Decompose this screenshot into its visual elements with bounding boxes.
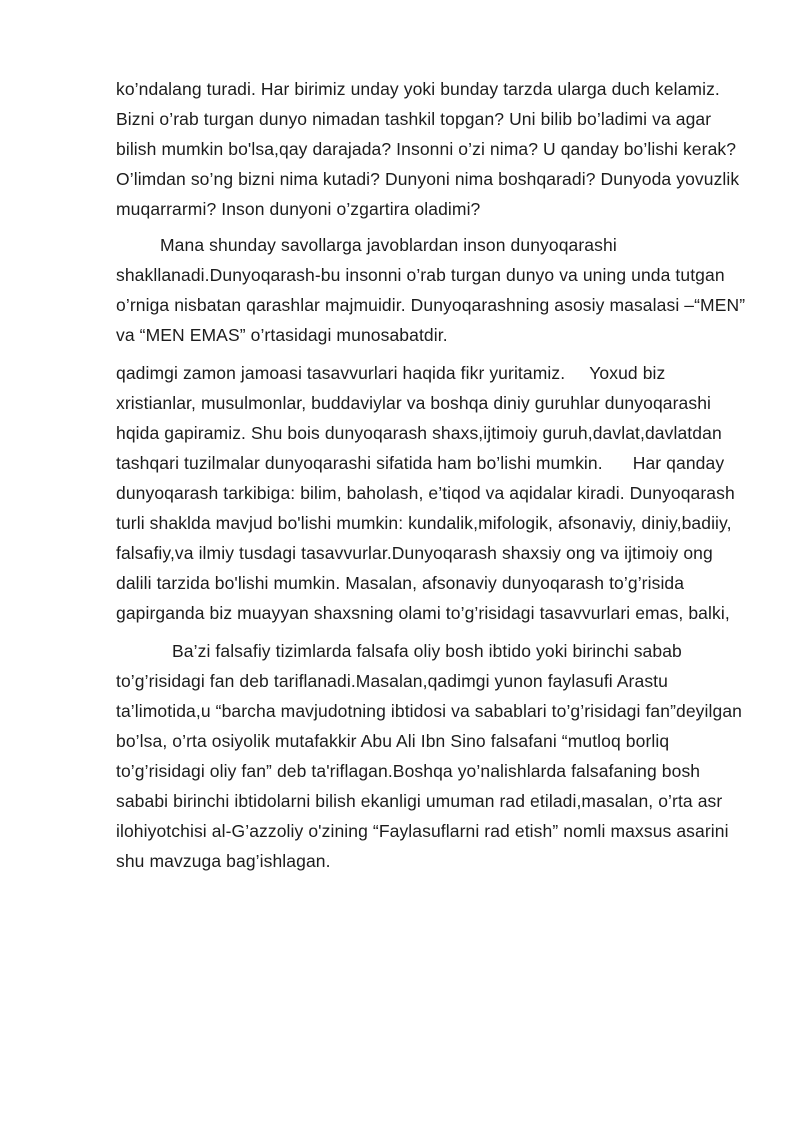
document-page <box>116 74 748 876</box>
paragraph-4: Ba’zi falsafiy tizimlarda falsafa oliy bosh ibtido yoki birinchi sabab to’g’risidagi fan deb tariflanadi.Masalan,qadimgi yunon faylasufi Arastu ta’limotida,u “barcha mavjudotning ibtidosi va sabablari to’g’risidagi fan”deyilgan bo’lsa, o’rta osiyolik mutafakkir Abu Ali Ibn Sino falsafani “mutloq borliq to’g’risidagi oliy fan” deb ta'riflagan.Boshqa yo’nalishlarda falsafaning bosh sababi birinchi ibtidolarni bilish ekanligi umuman rad etiladi,masalan, o’rta asr ilohiyotchisi al-G’azzoliy o'zining “Faylasuflarni rad etish” nomli maxsus asarini shu mavzuga bag’ishlagan. <box>116 641 743 871</box>
paragraph-3-part-c: Har qanday dunyoqarash tarkibiga: bilim, baholash, e’tiqod va aqidalar kiradi. Dunyoqarash turli shaklda mavjud bo'lishi mumkin: kundalik,mifologik, afsonaviy, diniy,badiiy, falsafiy,va ilmiy tusdagi tasavvurlar.Dunyoqarash shaxsiy ong va ijtimoiy ong dalili tarzida bo'lishi mumkin. Masalan, afsonaviy dunyoqarash to’g’risida gapirganda biz muayyan shaxsning olami to’g’risidagi tasavvurlari emas, balki, <box>116 453 735 623</box>
paragraph-1: ko’ndalang turadi. Har birimiz unday yoki bunday tarzda ularga duch kelamiz. Bizni o’rab turgan dunyo nimadan tashkil topgan? Uni bilib bo’ladimi va agar bilish mumkin bo'lsa,qay darajada? Insonni o’zi nima? U qanday bo’lishi kerak?O’limdan so’ng bizni nima kutadi? Dunyoni nima boshqaradi? Dunyoda yovuzlik muqarrarmi? Inson dunyoni o’zgartira oladimi? <box>116 79 740 219</box>
paragraph-3-part-a: qadimgi zamon jamoasi tasavvurlari haqida fikr yuritamiz. <box>116 363 566 383</box>
paragraph-2: Mana shunday savollarga javoblardan inson dunyoqarashi shakllanadi.Dunyoqarash-bu insonni o’rab turgan dunyo va uning unda tutgan o’rniga nisbatan qarashlar majmuidir. Dunyoqarashning asosiy masalasi –“MEN” va “MEN EMAS” o’rtasidagi munosabatdir. <box>116 235 746 345</box>
paragraph-3 <box>116 358 748 628</box>
paragraph-3-part-b: Yoxud biz xristianlar, musulmonlar, buddaviylar va boshqa diniy guruhlar dunyoqarashi hqida gapiramiz. Shu bois dunyoqarash shaxs,ijtimoiy guruh,davlat,davlatdan tashqari tuzilmalar dunyoqarashi sifatida ham bo’lishi mumkin. <box>116 363 722 473</box>
